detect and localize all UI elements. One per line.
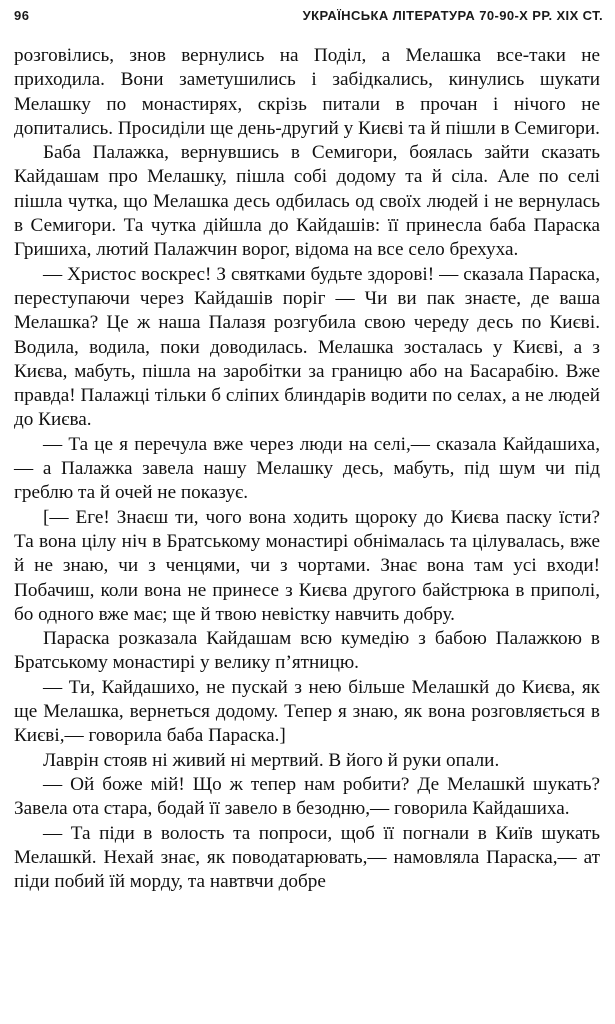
paragraph: Параска розказала Кайдашам всю кумедію з бабою Палажкою в Братському монастирі у велику п’ятницю. xyxy=(14,628,600,674)
paragraph: Баба Палажка, вернувшись в Семигори, боялась зайти сказать Кайдашам про Мелашку, пішла собі додому та й сіла. Але по селі пішла чутка, що Мелашка десь одбилась од своїх людей і не вернулась в Семигори. Та чутка дійшла до Кайдашів: її принесла баба Параска Гришиха, лютий Палажчин ворог, відома на все село брехуха. xyxy=(14,142,600,261)
paragraph: — Христос воскрес! З святками будьте здорові! — сказала Параска, переступаючи через Кайдашів поріг — Чи ви пак знаєте, де ваша Мелашка? Це ж наша Палазя розгубила свою череду десь по Києві. Водила, водила, поки доводилась. Мелашка зосталась у Києві, а з Києва, мабуть, пішла на заробітки за границю або на Басарабію. Вже правда! Палажці тільки б сліпих блиндарів водити по селах, а не людей до Києва. xyxy=(14,263,600,431)
page-number: 96 xyxy=(14,8,30,23)
body-text xyxy=(14,44,600,894)
paragraph: — Та це я перечула вже через люди на селі,— сказала Кайдашиха,— а Палажка завела нашу Мелашку десь, мабуть, під шум чи під греблю та й очей не показує. xyxy=(14,433,600,504)
paragraph: — Ой боже мій! Що ж тепер нам робити? Де Мелашкй шукать? Завела ота стара, бодай її завело в безодню,— говорила Кайдашиха. xyxy=(14,773,600,820)
page-header xyxy=(14,6,603,28)
paragraph: Лаврін стояв ні живий ні мертвий. В його й руки опали. xyxy=(43,749,500,771)
paragraph: — Та піди в волость та попроси, щоб її погнали в Київ шукать Мелашкй. Нехай знає, як поводатарювать,— намовляла Параска,— ат піди побий їй морду, та навтвчи добре xyxy=(14,822,600,893)
paragraph: — Ти, Кайдашихо, не пускай з нею більше Мелашкй до Києва, як ще Мелашка, вернеться додому. Тепер я знаю, як вона розговляється в Києві,— говорила баба Параска.] xyxy=(14,676,600,747)
running-title: УКРАЇНСЬКА ЛІТЕРАТУРА 70-90-Х РР. XIX СТ. xyxy=(302,8,603,23)
paragraph: розговілись, знов вернулись на Поділ, а Мелашка все-таки не приходила. Вони заметушились і забідкались, кинулись шукати Мелашку по монастирях, скрізь питали в прочан і нічого не допитались. Просиділи ще день-другий у Києві та й пішли в Семигори. xyxy=(14,45,600,139)
paragraph: [— Еге! Знаєш ти, чого вона ходить щороку до Києва паску їсти? Та вона цілу ніч в Братському монастирі обнімалась та цілувалась, вже й не знаю, чи з ченцями, чи з чортами. Знає вона там усі входи! Побачиш, коли вона не принесе з Києва другого байстрюка в приполі, бо одного вже має; ще й твою невістку навчить добру. xyxy=(14,506,600,625)
